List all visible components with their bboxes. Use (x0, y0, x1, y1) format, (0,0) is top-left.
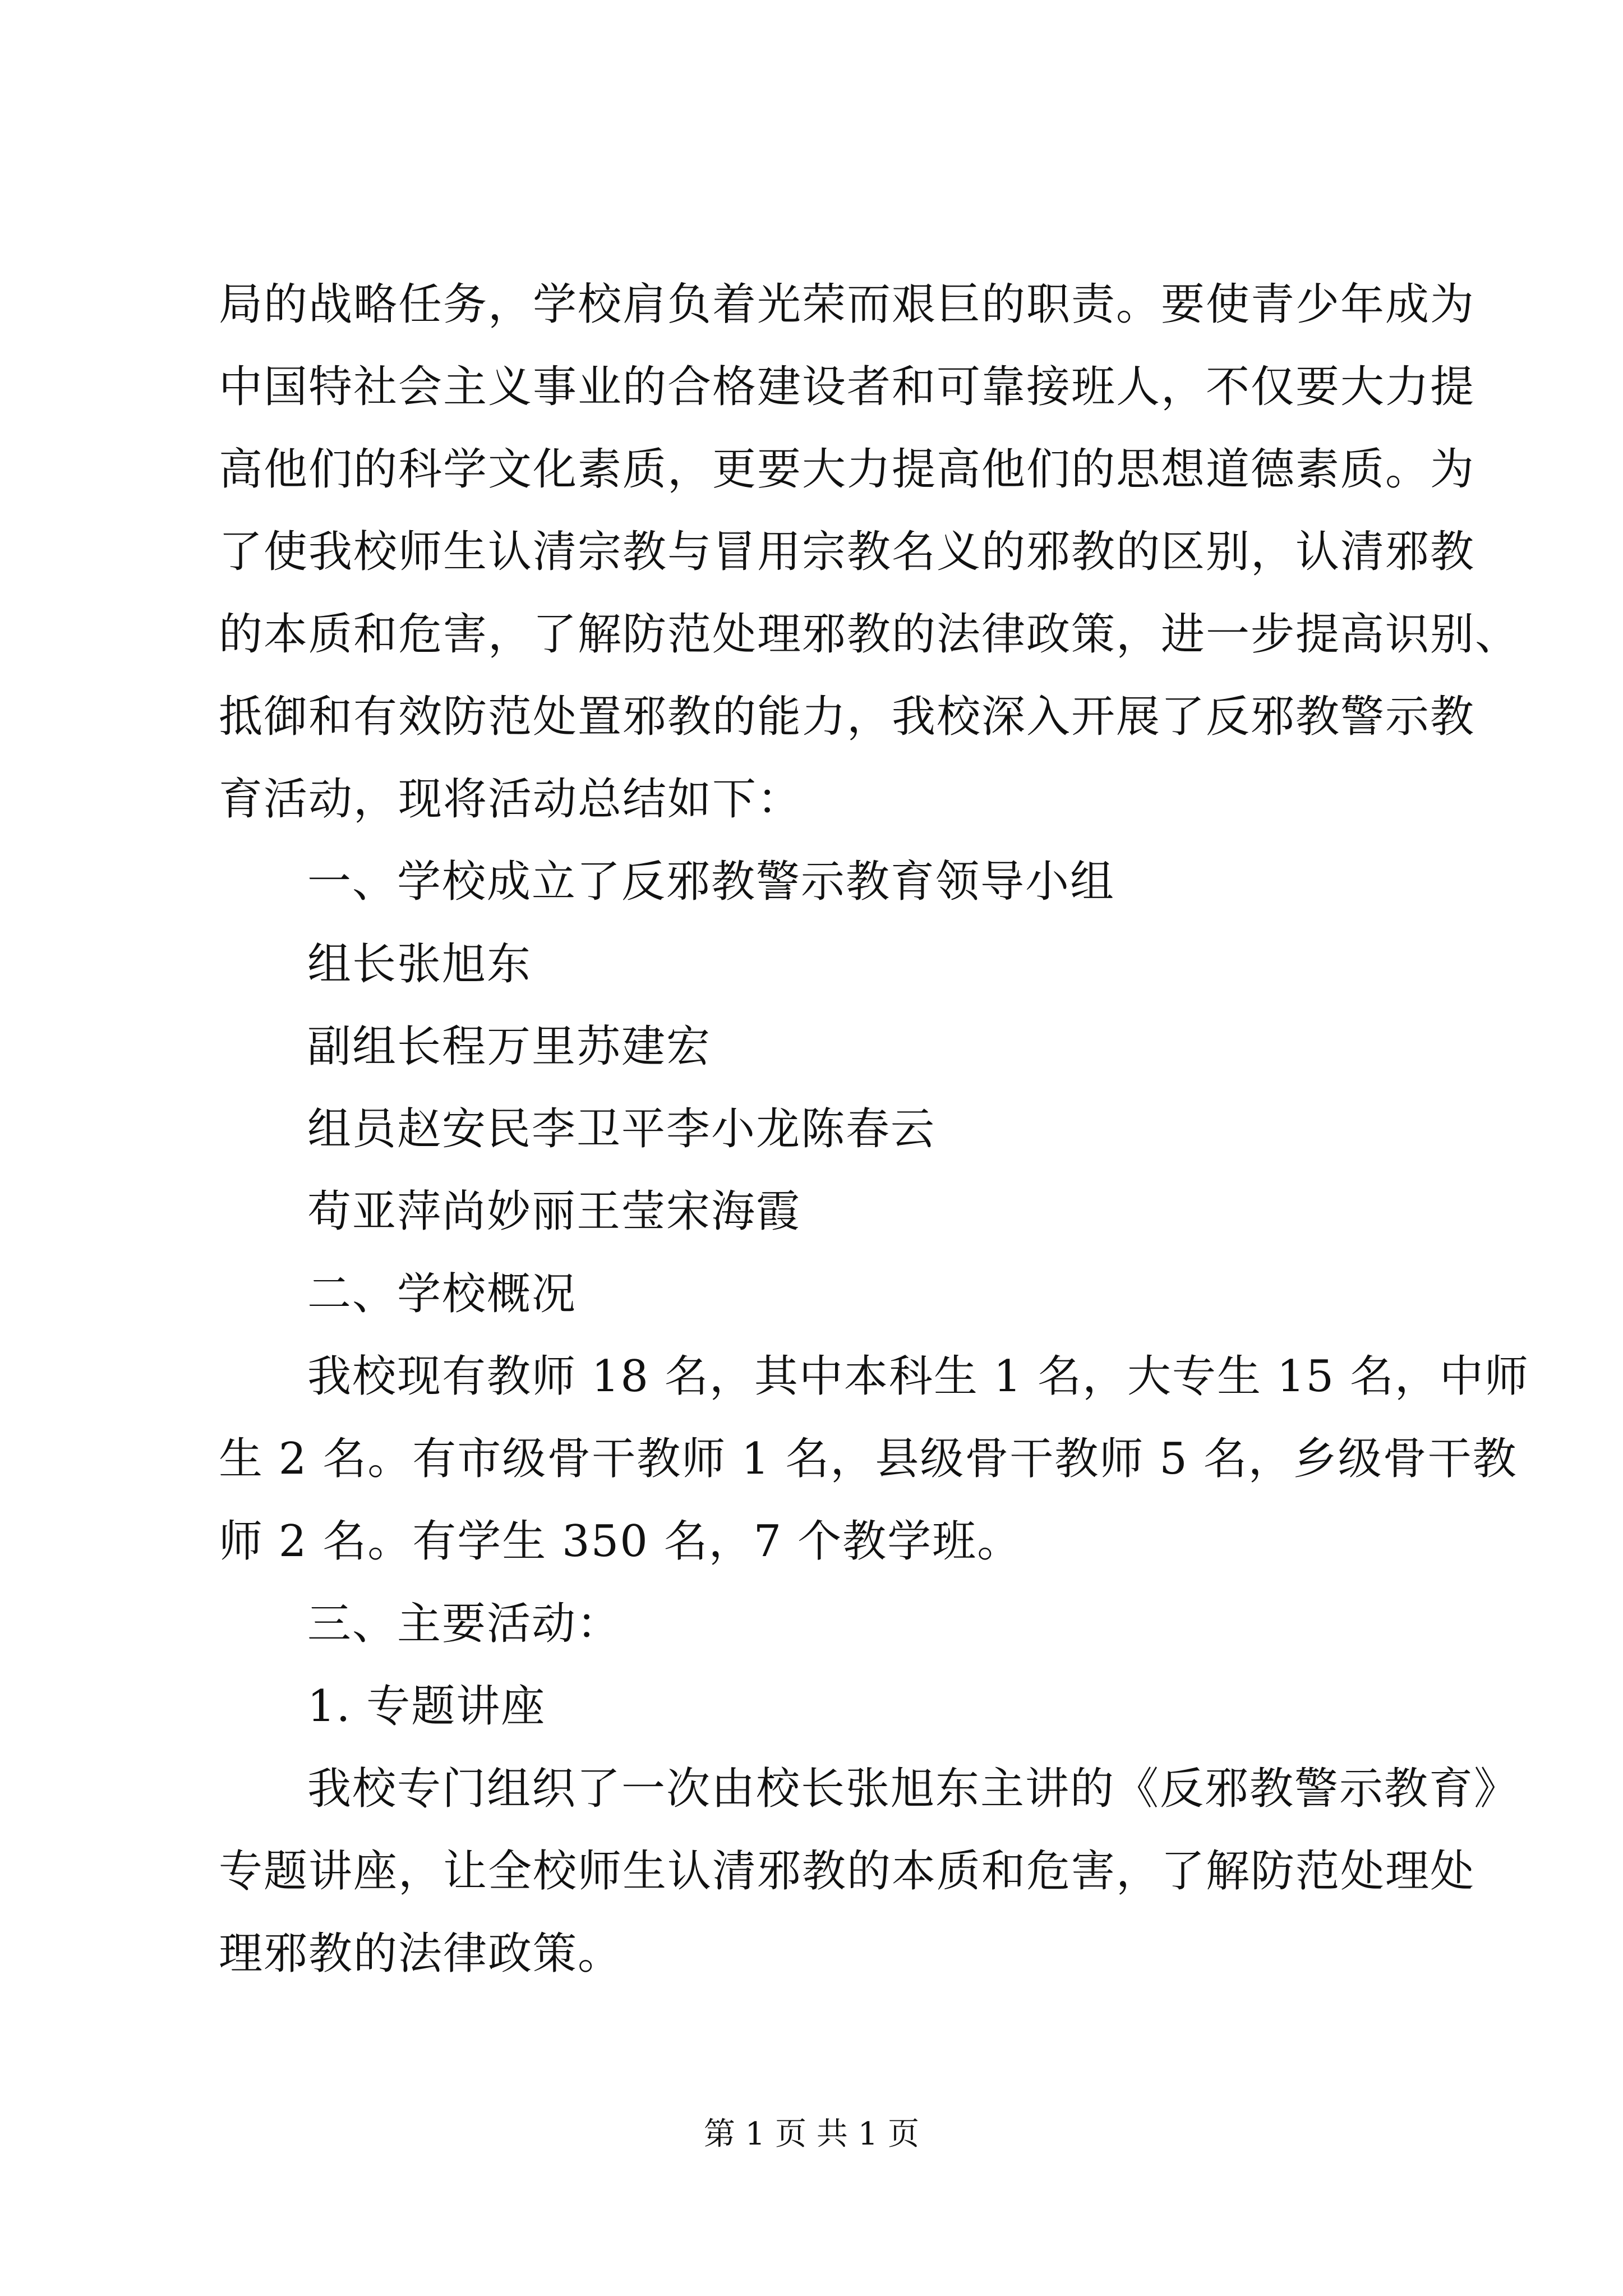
page-number-label: 第 1 页 共 1 页 (703, 2116, 920, 2152)
subsection-heading-1 (219, 1665, 1441, 1748)
text-line: 组员赵安民李卫平李小龙陈春云 (307, 1104, 936, 1154)
leader-line (219, 923, 1441, 1006)
paragraph-intro (219, 264, 1520, 841)
section-heading-3 (219, 1583, 1441, 1665)
members-line-continued (219, 1171, 1441, 1253)
paragraph-school-overview (219, 1336, 1529, 1583)
text-line: 我校现有教师 18 名，其中本科生 1 名，大专生 15 名，中师 (307, 1351, 1529, 1402)
text-line: 二、学校概况 (307, 1269, 577, 1319)
text-line: 育活动，现将活动总结如下： (219, 774, 803, 825)
text-line: 中国特社会主义事业的合格建设者和可靠接班人，不仅要大力提 (219, 362, 1476, 412)
text-line: 副组长程万里苏建宏 (307, 1022, 712, 1072)
text-line: 高他们的科学文化素质，更要大力提高他们的思想道德素质。为 (219, 444, 1476, 495)
text-line: 苟亚萍尚妙丽王莹宋海霞 (307, 1186, 801, 1237)
text-line: 的本质和危害，了解防范处理邪教的法律政策，进一步提高识别、 (219, 609, 1520, 660)
paragraph-lecture (219, 1748, 1519, 1995)
text-line: 生 2 名。有市级骨干教师 1 名，县级骨干教师 5 名，乡级骨干教 (219, 1434, 1518, 1484)
text-line: 了使我校师生认清宗教与冒用宗教名义的邪教的区别，认清邪教 (219, 527, 1476, 577)
document-body (219, 264, 1529, 1995)
section-heading-2 (219, 1253, 1441, 1336)
text-line: 抵御和有效防范处置邪教的能力，我校深入开展了反邪教警示教 (219, 692, 1476, 742)
members-line (219, 1088, 1441, 1171)
section-heading-1 (219, 841, 1441, 923)
text-line: 理邪教的法律政策。 (219, 1929, 623, 1979)
text-line: 专题讲座，让全校师生认清邪教的本质和危害，了解防范处理处 (219, 1846, 1476, 1897)
text-line: 组长张旭东 (307, 939, 532, 990)
page-footer (0, 2109, 1623, 2154)
text-line: 局的战略任务，学校肩负着光荣而艰巨的职责。要使青少年成为 (219, 279, 1476, 330)
text-line: 师 2 名。有学生 350 名，7 个教学班。 (219, 1516, 1022, 1567)
text-line: 我校专门组织了一次由校长张旭东主讲的《反邪教警示教育》 (307, 1764, 1519, 1814)
text-line: 一、学校成立了反邪教警示教育领导小组 (307, 857, 1115, 907)
text-line: 三、主要活动： (307, 1599, 622, 1649)
deputy-leader-line (219, 1006, 1441, 1088)
text-line: 1. 专题讲座 (307, 1681, 546, 1732)
